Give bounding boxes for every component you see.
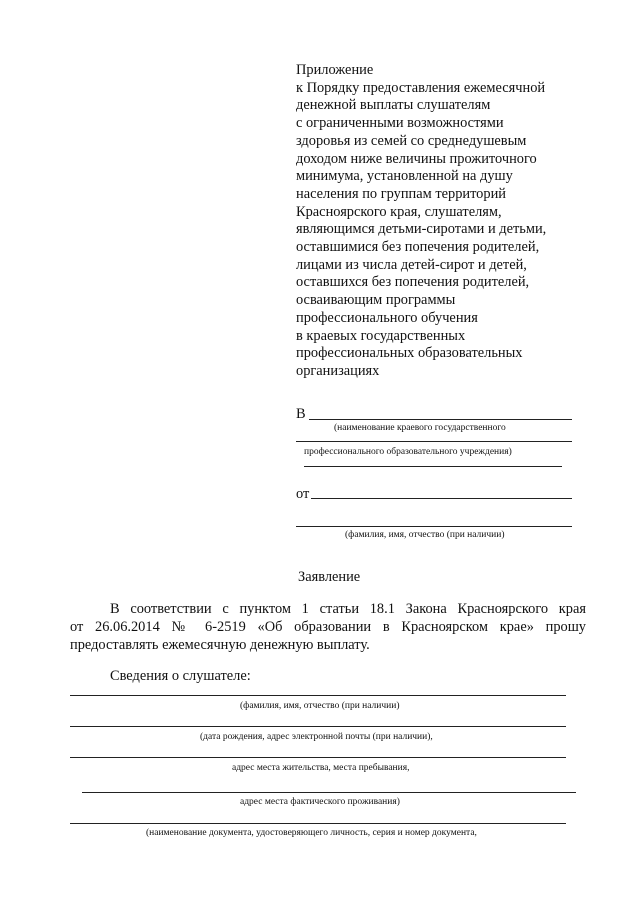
student-id-document-field[interactable] [70,823,566,824]
appendix-line: профессиональных образовательных [296,345,523,362]
appendix-line: Приложение [296,62,374,78]
student-caption: (фамилия, имя, отчество (при наличии) [240,701,400,711]
appendix-line: осваивающим программы [296,292,456,309]
paragraph-line: В соответствии с пунктом 1 статьи 18.1 Закона Красноярского края [110,601,586,617]
appendix-line: в краевых государственных [296,327,466,344]
student-actual-address-field[interactable] [82,792,576,793]
fio-caption: (фамилия, имя, отчество (при наличии) [345,530,505,540]
institution-caption-2: профессионального образовательного учреждения) [304,447,512,457]
appendix-line: оставшимися без попечения родителей, [296,239,540,256]
from-fio-field[interactable] [311,498,572,499]
student-caption: адрес места жительства, места пребывания, [232,763,410,773]
paragraph-line: предоставлять ежемесячную денежную выплату. [70,637,370,653]
institution-field-2[interactable] [296,441,572,442]
to-label: В [296,406,306,422]
statement-title: Заявление [298,569,361,585]
appendix-line: с ограниченными возможностями [296,115,504,132]
student-caption: адрес места фактического проживания) [240,797,400,807]
student-caption: (наименование документа, удостоверяющего личность, серия и номер документа, [146,828,477,838]
institution-field-3[interactable] [304,466,562,467]
appendix-block [296,62,596,381]
appendix-line: оставшихся без попечения родителей, [296,274,530,291]
appendix-line: являющимся детьми-сиротами и детьми, [296,221,547,238]
institution-caption-1: (наименование краевого государственного [334,423,506,433]
appendix-line: денежной выплаты слушателям [296,97,491,114]
paragraph-line: от 26.06.2014 № 6-2519 «Об образовании в Красноярском крае» прошу [70,619,586,635]
appendix-line: организациях [296,362,380,379]
appendix-line: лицами из числа детей-сирот и детей, [296,256,527,273]
student-residence-field[interactable] [70,757,566,758]
from-label: от [296,486,310,502]
student-birth-email-field[interactable] [70,726,566,727]
appendix-line: здоровья из семей со среднедушевым [296,132,527,149]
appendix-line: к Порядку предоставления ежемесячной [296,79,546,96]
appendix-line: минимума, установленной на душу [296,168,513,185]
appendix-line: доходом ниже величины прожиточного [296,150,537,167]
student-info-heading: Сведения о слушателе: [110,668,251,684]
appendix-line: населения по группам территорий [296,185,506,202]
student-caption: (дата рождения, адрес электронной почты (при наличии), [200,732,433,742]
statement-paragraph [70,600,586,654]
appendix-line: Красноярского края, слушателям, [296,203,502,220]
from-fio-field-2[interactable] [296,526,572,527]
to-institution-field[interactable] [309,419,572,420]
student-fio-field[interactable] [70,695,566,696]
appendix-line: профессионального обучения [296,309,478,326]
